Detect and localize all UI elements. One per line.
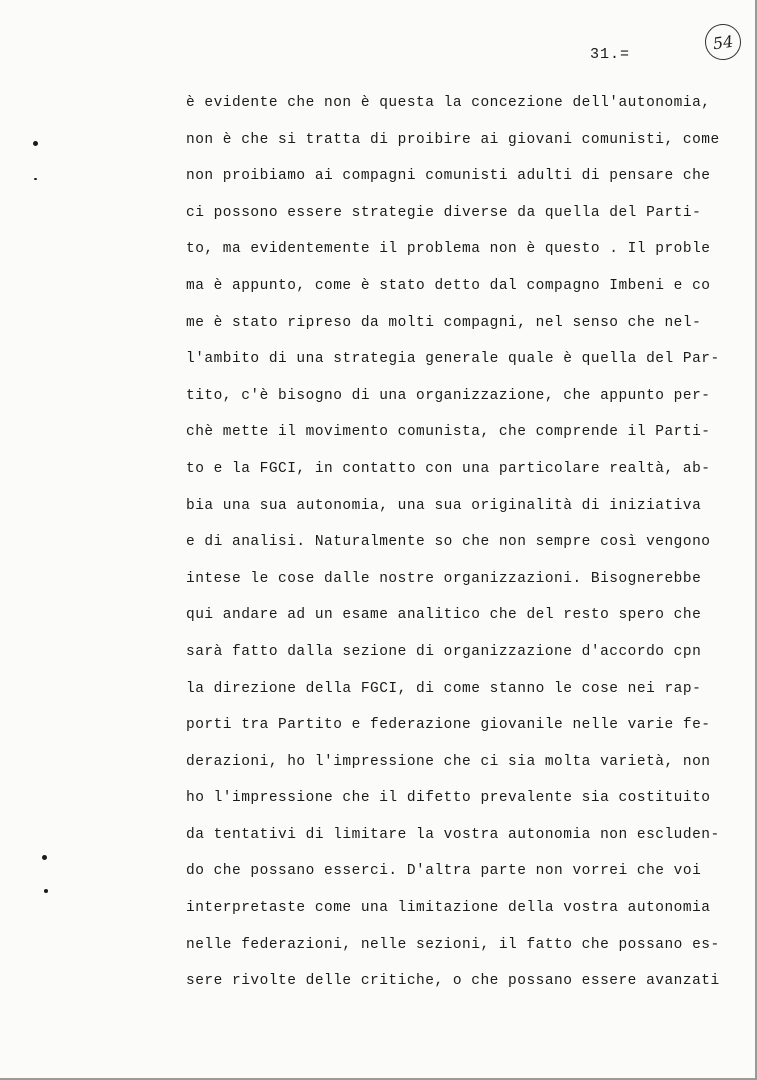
text-line: ho l'impressione che il difetto prevalente sia costituito — [186, 790, 711, 807]
text-line: to e la FGCI, in contatto con una particolare realtà, ab- — [186, 460, 711, 477]
text-line: do che possano esserci. D'altra parte non vorrei che voi — [186, 863, 702, 880]
text-line: derazioni, ho l'impressione che ci sia molta varietà, non — [186, 753, 711, 770]
text-line: da tentativi di limitare la vostra autonomia non escluden- — [186, 826, 720, 843]
text-line: intese le cose dalle nostre organizzazioni. Bisognerebbe — [186, 570, 702, 587]
text-line: to, ma evidentemente il problema non è questo . Il proble — [186, 241, 711, 258]
text-line: la direzione della FGCI, di come stanno le cose nei rap- — [186, 680, 702, 697]
text-line: non proibiamo ai compagni comunisti adulti di pensare che — [186, 168, 711, 185]
text-line: interpretaste come una limitazione della vostra autonomia — [186, 900, 711, 917]
punch-hole-mark — [42, 855, 47, 860]
text-line: sarà fatto dalla sezione di organizzazione d'accordo cpn — [186, 643, 702, 660]
text-line: nelle federazioni, nelle sezioni, il fatto che possano es- — [186, 936, 720, 953]
text-line: qui andare ad un esame analitico che del resto spero che — [186, 607, 702, 624]
text-line: tito, c'è bisogno di una organizzazione, che appunto per- — [186, 387, 711, 404]
text-line: l'ambito di una strategia generale quale è quella del Par- — [186, 351, 720, 368]
text-line: non è che si tratta di proibire ai giovani comunisti, come — [186, 131, 720, 148]
text-line: e di analisi. Naturalmente so che non sempre così vengono — [186, 534, 711, 551]
archive-stamp: 54 — [703, 22, 744, 63]
text-line: chè mette il movimento comunista, che comprende il Parti- — [186, 424, 711, 441]
page-number: 31.= — [590, 46, 631, 63]
text-line: è evidente che non è questa la concezione dell'autonomia, — [186, 95, 711, 111]
text-line: ci possono essere strategie diverse da quella del Parti- — [186, 204, 702, 221]
typed-body-text — [186, 85, 726, 1000]
punch-hole-mark — [34, 178, 37, 180]
text-line: sere rivolte delle critiche, o che possano essere avanzati — [186, 973, 720, 990]
punch-hole-mark — [44, 889, 48, 893]
punch-hole-mark — [33, 141, 38, 146]
text-line: porti tra Partito e federazione giovanile nelle varie fe- — [186, 717, 711, 734]
text-line: me è stato ripreso da molti compagni, nel senso che nel- — [186, 314, 702, 331]
text-line: bia una sua autonomia, una sua originalità di iniziativa — [186, 497, 702, 514]
text-line: ma è appunto, come è stato detto dal compagno Imbeni e co — [186, 277, 711, 294]
